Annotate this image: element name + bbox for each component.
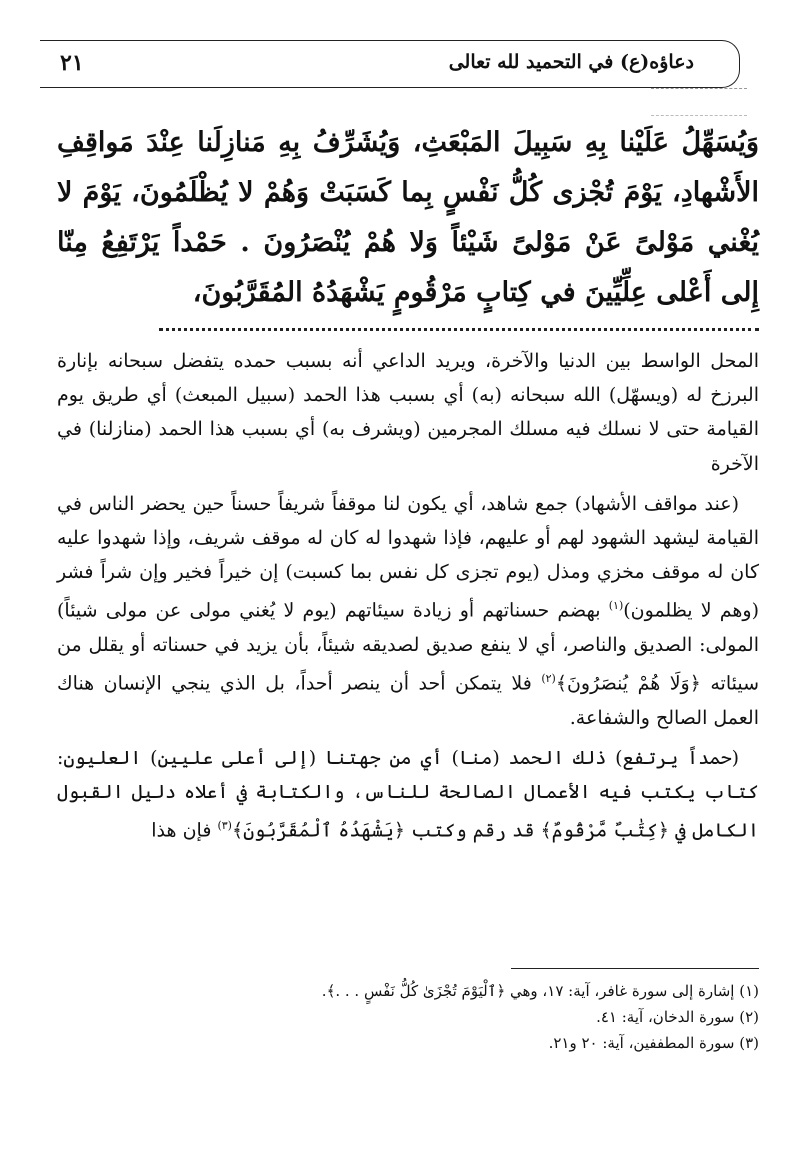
header-ornament [651, 88, 747, 116]
paragraph-text: فلا يتمكن أحد أن ينصر أحداً، بل الذي ينجي الإنسان هناك العمل الصالح والشفاعة. [57, 672, 759, 729]
prayer-text: وَيُسَهِّلُ عَلَيْنا بِهِ سَبِيلَ المَبْعَثِ، وَيُشَرِّفُ بِهِ مَنازِلَنا عِنْدَ مَواقِفِ الأَشْهادِ، يَوْمَ تُجْزى كُلُّ نَفْسٍ بِما كَسَبَتْ وَهُمْ لا يُظْلَمُونَ، يَوْمَ لا يُغْني مَوْلىً عَنْ مَوْلىً شَيْئاً وَلا هُمْ يُنْصَرُونَ . حَمْداً يَرْتَفِعُ مِنّا إِلى أَعْلى عِلِّيِّينَ في كِتابٍ مَرْقُومٍ يَشْهَدُهُ المُقَرَّبُونَ، [57, 127, 759, 308]
footnote-2: (٢) سورة الدخان، آية: ٤١. [596, 1008, 759, 1026]
page-number: ٢١ [60, 50, 84, 76]
footnote-1: (١) إشارة إلى سورة غافر، آية: ١٧، وهي ﴿ٱلْيَوْمَ تُجْزَىٰ كُلُّ نَفْسٍ . . .﴾. [321, 982, 759, 1000]
commentary-paragraph-1: المحل الواسط بين الدنيا والآخرة، ويريد الداعي أنه بسبب حمده يتفضل سبحانه بإنارة البرزخ له (ويسهّل) الله سبحانه (به) أي بسبب هذا الحمد (سبيل المبعث) أي طريق يوم القيامة حتى لا نسلك فيه مسلك المجرمين (ويشرف به) أي بسبب هذا الحمد (منازلنا) في الآخرة [57, 350, 759, 475]
commentary-paragraph-2 [57, 487, 759, 735]
commentary-body [57, 344, 759, 854]
footnote-ref-2: (٢) [541, 672, 556, 686]
paragraph-text: (عند مواقف الأشهاد) جمع شاهد، أي يكون لنا موقفاً شريفاً حسناً حين يحضر الناس في القيامة ليشهد الشهود لهم أو عليهم، فإذا شهدوا له كان له موقف شريف، وإذا شهدوا عليه كان له موقف مخزي ومذل (يوم تجزى كل نفس بما كسبت) إن خيراً فخير وإن شراً فشر (وهم لا يظلمون) [57, 492, 760, 622]
footnote-ref-1: (١) [608, 599, 624, 613]
footnote-ref-3: (٣) [217, 819, 232, 833]
paragraph-text: (حمداً يرتفع) ذلك الحمد (منا) أي من جهتنا (إلى أعلى عليين) العليون: كتاب يكتب فيه الأعمال الصالحة للناس، والكتابة في أعلاه دليل القبول الكامل في ﴿كِتَٰبٌ مَّرْقُومٌ﴾ قد رقم وكتب ﴿يَشْهَدُهُ ٱلْمُقَرَّبُونَ﴾ [57, 746, 759, 842]
commentary-paragraph-3 [57, 741, 759, 848]
running-header [40, 40, 740, 88]
dotted-separator [159, 328, 759, 331]
footnote-rule [511, 968, 759, 969]
footnote-3: (٣) سورة المطففين، آية: ٢٠ و٢١. [548, 1034, 759, 1052]
paragraph-text: بهضم حسناتهم أو زيادة سيئاتهم (يوم لا يُغني مولى عن مولى شيئاً) المولى: الصديق والناصر، أي لا ينفع صديق لصديقه شيئاً، بأن يزيد في حسناته أو يقلل من سيئاته ﴿وَلَا هُمْ يُنصَرُونَ﴾ [57, 599, 759, 695]
footnotes [57, 978, 759, 1056]
paragraph-text: فإن هذا [151, 819, 218, 842]
header-title: دعاؤه(ع) في التحميد لله تعالى [448, 51, 694, 73]
